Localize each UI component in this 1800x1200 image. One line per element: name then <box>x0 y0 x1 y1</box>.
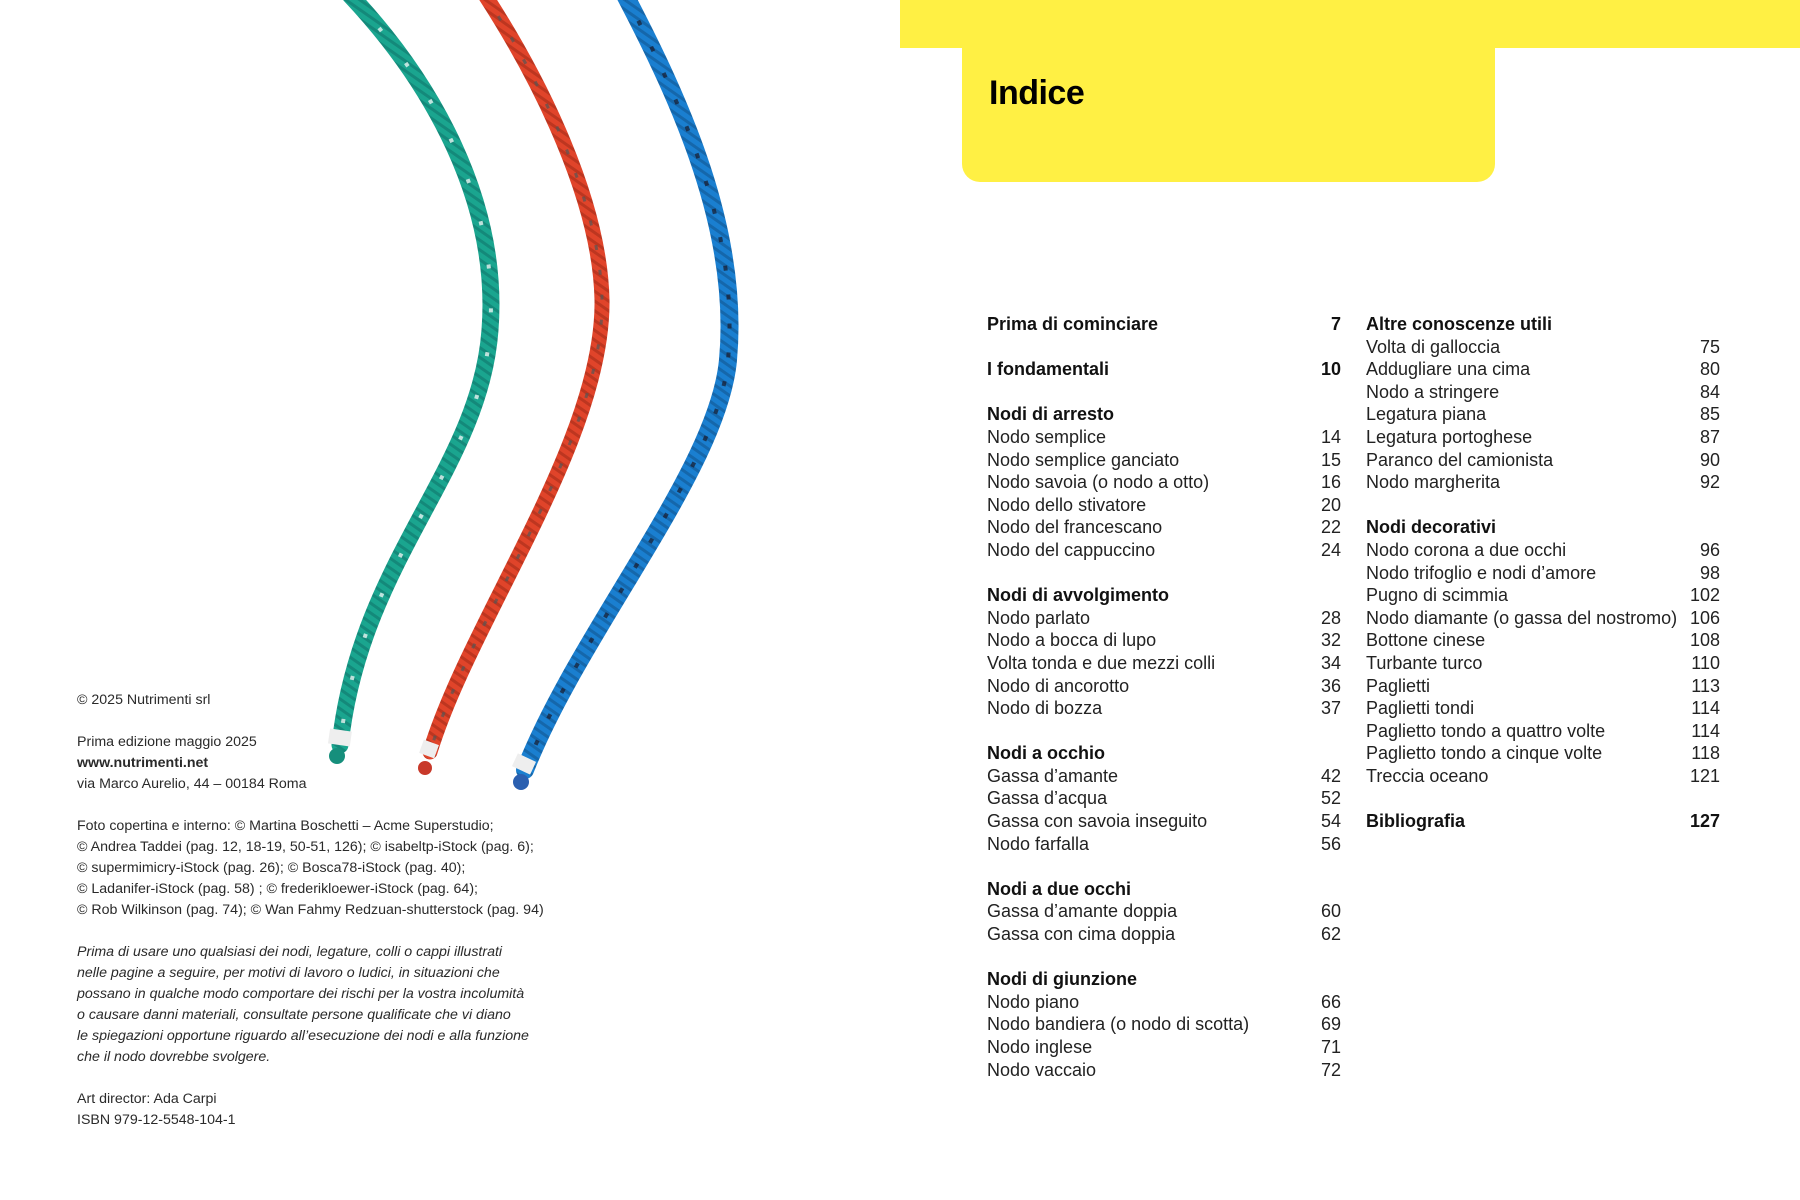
toc-label: Paglietti tondi <box>1366 698 1475 719</box>
right-page <box>900 0 1800 1200</box>
toc-entry[interactable] <box>1366 358 1720 381</box>
toc-page-number: 56 <box>1320 833 1341 854</box>
toc-page-number: 52 <box>1320 788 1341 809</box>
toc-page-number: 87 <box>1699 426 1720 447</box>
edition: Prima edizione maggio 2025 <box>77 734 257 750</box>
toc-label: Prima di cominciare <box>987 314 1159 334</box>
red-rope <box>430 0 602 752</box>
toc-label: Nodo piano <box>987 991 1080 1012</box>
disclaimer-line: che il nodo dovrebbe svolgere. <box>77 1049 271 1065</box>
toc-page-number: 110 <box>1691 652 1720 673</box>
toc-entry[interactable] <box>987 629 1341 652</box>
toc-entry[interactable] <box>1366 381 1720 404</box>
toc-entry[interactable] <box>1366 426 1720 449</box>
toc-label: Gassa d’amante doppia <box>987 901 1178 922</box>
photo-credit-line: Foto copertina e interno: © Martina Boschetti – Acme Superstudio; <box>77 818 494 834</box>
toc-label: Nodi a due occhi <box>987 878 1132 899</box>
address: via Marco Aurelio, 44 – 00184 Roma <box>77 776 307 792</box>
toc-entry[interactable] <box>1366 403 1720 426</box>
toc-page-number <box>1690 516 1720 539</box>
toc-label: Pugno di scimmia <box>1366 585 1509 606</box>
toc-page-number: 22 <box>1320 517 1341 538</box>
toc-entry[interactable] <box>987 1013 1341 1036</box>
toc-label: Bottone cinese <box>1366 630 1486 651</box>
toc-section-heading[interactable] <box>987 358 1341 381</box>
toc-page-number: 54 <box>1320 811 1341 832</box>
toc-section-heading[interactable] <box>1366 313 1720 336</box>
toc-page-number: 20 <box>1320 494 1341 515</box>
photo-credit-line: © supermimicry-iStock (pag. 26); © Bosca78-iStock (pag. 40); <box>77 860 466 876</box>
toc-page-number: 28 <box>1320 607 1341 628</box>
toc-label: Gassa d’amante <box>987 765 1119 786</box>
disclaimer-line: nelle pagine a seguire, per motivi di lavoro o ludici, in situazioni che <box>77 965 500 981</box>
toc-label: Bibliografia <box>1366 811 1466 832</box>
toc-entry[interactable] <box>1366 471 1720 494</box>
toc-entry[interactable] <box>987 787 1341 810</box>
toc-label: Nodi decorativi <box>1366 517 1497 538</box>
toc-page-number: 15 <box>1320 449 1341 470</box>
toc-section-heading[interactable] <box>987 742 1341 765</box>
copyright: © 2025 Nutrimenti srl <box>77 692 211 708</box>
toc-entry[interactable] <box>1366 720 1720 743</box>
toc-entry[interactable] <box>987 471 1341 494</box>
toc-label: Nodo corona a due occhi <box>1366 539 1567 560</box>
disclaimer-line: o causare danni materiali, consultate persone qualificate che vi diano <box>77 1007 511 1023</box>
toc-entry[interactable] <box>987 765 1341 788</box>
toc-label: Altre conoscenze utili <box>1366 314 1553 334</box>
toc-entry[interactable] <box>987 426 1341 449</box>
toc-page-number: 66 <box>1320 991 1341 1012</box>
toc-entry[interactable] <box>1366 675 1720 698</box>
toc-entry[interactable] <box>1366 765 1720 788</box>
toc-page-number: 34 <box>1320 652 1341 673</box>
toc-page-number: 121 <box>1689 765 1720 786</box>
toc-page-number: 37 <box>1320 698 1341 719</box>
toc-page-number: 90 <box>1699 449 1720 470</box>
toc-label: Nodo margherita <box>1366 472 1501 493</box>
toc-page-number: 69 <box>1320 1014 1341 1035</box>
toc-section-heading[interactable] <box>987 878 1341 901</box>
toc-page-number: 42 <box>1320 765 1341 786</box>
toc-section-heading[interactable] <box>1366 810 1720 833</box>
toc-entry[interactable] <box>1366 607 1720 630</box>
toc-label: Nodo semplice <box>987 426 1107 447</box>
toc-page-number: 10 <box>1320 359 1341 380</box>
toc-page-number <box>1311 584 1341 607</box>
toc-entry[interactable] <box>1366 562 1720 585</box>
toc-label: Nodi di avvolgimento <box>987 585 1170 606</box>
toc-label: Gassa d’acqua <box>987 788 1108 809</box>
toc-page-number <box>1311 968 1341 991</box>
toc-column-left <box>987 313 1341 1081</box>
toc-label: I fondamentali <box>987 359 1110 380</box>
toc-label: Nodo parlato <box>987 607 1091 628</box>
toc-page-number: 72 <box>1320 1059 1341 1080</box>
toc-page-number: 60 <box>1320 901 1341 922</box>
toc-label: Nodi di giunzione <box>987 969 1137 990</box>
toc-entry[interactable] <box>1366 742 1720 765</box>
toc-page-number: 71 <box>1320 1037 1341 1057</box>
toc-label: Volta di galloccia <box>1366 336 1501 357</box>
toc-label: Treccia oceano <box>1366 765 1489 786</box>
toc-page-number: 113 <box>1691 675 1720 696</box>
toc-page-number: 85 <box>1699 404 1720 425</box>
toc-entry[interactable] <box>987 449 1341 472</box>
toc-entry[interactable] <box>1366 697 1720 720</box>
toc-column-right <box>1366 313 1720 833</box>
disclaimer-line: Prima di usare uno qualsiasi dei nodi, legature, colli o cappi illustrati <box>77 944 503 960</box>
toc-label: Nodo vaccaio <box>987 1059 1097 1080</box>
toc-page-number: 102 <box>1689 585 1720 606</box>
toc-label: Nodo del francescano <box>987 517 1163 538</box>
toc-entry[interactable] <box>987 833 1341 856</box>
toc-label: Paglietti <box>1366 675 1431 696</box>
isbn: ISBN 979-12-5548-104-1 <box>77 1112 236 1128</box>
toc-entry[interactable] <box>987 1036 1341 1059</box>
toc-entry[interactable] <box>1366 336 1720 359</box>
toc-label: Nodo semplice ganciato <box>987 449 1180 470</box>
toc-entry[interactable] <box>987 991 1341 1014</box>
toc-label: Nodo di ancorotto <box>987 675 1130 696</box>
toc-page-number: 108 <box>1689 630 1720 651</box>
toc-page-number: 114 <box>1691 720 1720 741</box>
toc-label: Nodo del cappuccino <box>987 539 1156 560</box>
website-link[interactable]: www.nutrimenti.net <box>77 755 209 771</box>
toc-page-number: 32 <box>1320 630 1341 651</box>
toc-entry[interactable] <box>1366 539 1720 562</box>
toc-page-number: 106 <box>1689 607 1720 628</box>
toc-label: Gassa con savoia inseguito <box>987 811 1208 832</box>
photo-credit-line: © Ladanifer-iStock (pag. 58) ; © frederikloewer-iStock (pag. 64); <box>77 881 478 897</box>
toc-label: Nodo bandiera (o nodo di scotta) <box>987 1014 1250 1035</box>
toc-page-number <box>1311 742 1341 765</box>
toc-page-number: 98 <box>1699 562 1720 583</box>
art-director: Art director: Ada Carpi <box>77 1091 217 1107</box>
toc-label: Addugliare una cima <box>1366 359 1531 380</box>
green-rope <box>340 0 491 745</box>
toc-entry[interactable] <box>987 1059 1341 1082</box>
toc-entry[interactable] <box>1366 629 1720 652</box>
toc-entry[interactable] <box>987 900 1341 923</box>
toc-label: Volta tonda e due mezzi colli <box>987 652 1216 673</box>
toc-page-number: 92 <box>1699 472 1720 493</box>
toc-entry[interactable] <box>1366 652 1720 675</box>
toc-entry[interactable] <box>987 539 1341 562</box>
toc-label: Paranco del camionista <box>1366 449 1554 470</box>
toc-entry[interactable] <box>987 652 1341 675</box>
toc-label: Turbante turco <box>1366 652 1483 673</box>
toc-page-number: 84 <box>1699 381 1720 402</box>
toc-label: Nodo di bozza <box>987 698 1103 719</box>
toc-label: Gassa con cima doppia <box>987 924 1176 945</box>
disclaimer-line: le spiegazioni opportune riguardo all’esecuzione dei nodi e alla funzione <box>77 1028 529 1044</box>
toc-page-number: 16 <box>1320 472 1341 493</box>
toc-section-heading[interactable] <box>987 584 1341 607</box>
colophon <box>77 690 597 1131</box>
toc-section-heading[interactable] <box>987 313 1341 336</box>
toc-page-number: 118 <box>1691 743 1720 764</box>
toc-label: Nodo inglese <box>987 1037 1093 1057</box>
toc-entry[interactable] <box>987 516 1341 539</box>
toc-label: Nodo trifoglio e nodi d’amore <box>1366 562 1597 583</box>
photo-credit-line: © Rob Wilkinson (pag. 74); © Wan Fahmy Redzuan-shutterstock (pag. 94) <box>77 902 544 918</box>
toc-label: Nodi di arresto <box>987 404 1115 425</box>
toc-page-number: 114 <box>1691 698 1720 719</box>
toc-entry[interactable] <box>987 697 1341 720</box>
toc-entry[interactable] <box>987 675 1341 698</box>
toc-label: Nodi a occhio <box>987 743 1106 764</box>
photo-credit-line: © Andrea Taddei (pag. 12, 18-19, 50-51, 126); © isabeltp-iStock (pag. 6); <box>77 839 534 855</box>
page-title: Indice <box>989 74 1085 112</box>
toc-page-number: 127 <box>1689 811 1720 832</box>
toc-label: Nodo savoia (o nodo a otto) <box>987 472 1210 493</box>
toc-section-heading[interactable] <box>1366 516 1720 539</box>
title-tab <box>962 0 1495 182</box>
toc-entry[interactable] <box>987 494 1341 517</box>
toc-label: Legatura portoghese <box>1366 426 1533 447</box>
toc-page-number: 7 <box>1330 314 1341 334</box>
toc-label: Paglietto tondo a quattro volte <box>1366 720 1606 741</box>
toc-section-heading[interactable] <box>987 968 1341 991</box>
toc-label: Paglietto tondo a cinque volte <box>1366 743 1603 764</box>
disclaimer-line: possano in qualche modo comportare dei rischi per la vostra incolumità <box>77 986 525 1002</box>
toc-page-number: 36 <box>1320 675 1341 696</box>
toc-label: Nodo farfalla <box>987 833 1090 854</box>
toc-page-number <box>1690 313 1720 336</box>
toc-entry[interactable] <box>987 810 1341 833</box>
toc-entry[interactable] <box>1366 584 1720 607</box>
toc-page-number <box>1311 403 1341 426</box>
toc-label: Nodo a bocca di lupo <box>987 630 1157 651</box>
toc-section-heading[interactable] <box>987 403 1341 426</box>
toc-page-number <box>1311 878 1341 901</box>
toc-entry[interactable] <box>1366 449 1720 472</box>
toc-entry[interactable] <box>987 607 1341 630</box>
toc-label: Nodo a stringere <box>1366 381 1500 402</box>
toc-label: Nodo diamante (o gassa del nostromo) <box>1366 607 1678 628</box>
toc-page-number: 75 <box>1699 336 1720 357</box>
toc-page-number: 80 <box>1699 359 1720 380</box>
toc-entry[interactable] <box>987 923 1341 946</box>
toc-label: Nodo dello stivatore <box>987 494 1147 515</box>
toc-page-number: 62 <box>1320 924 1341 945</box>
toc-label: Legatura piana <box>1366 404 1487 425</box>
toc-page-number: 14 <box>1320 426 1341 447</box>
toc-page-number: 24 <box>1320 539 1341 560</box>
toc-page-number: 96 <box>1699 539 1720 560</box>
